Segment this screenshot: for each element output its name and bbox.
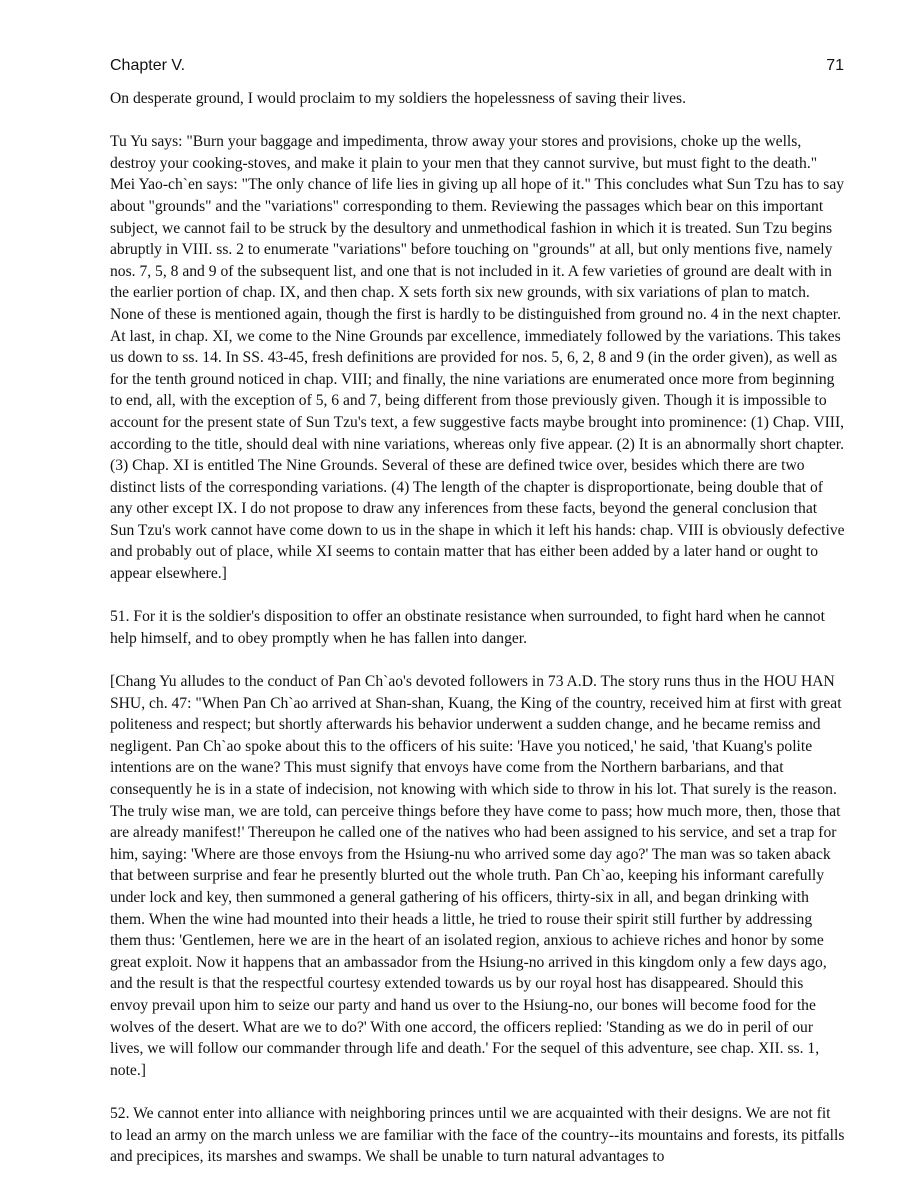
paragraph-desperate-ground: On desperate ground, I would proclaim to my soldiers the hopelessness of saving their lives. (110, 90, 686, 107)
chapter-title: Chapter V. (110, 57, 186, 74)
page-header (110, 54, 844, 78)
page-number: 71 (826, 57, 844, 74)
paragraph-tu-yu-commentary: Tu Yu says: "Burn your baggage and impedimenta, throw away your stores and provisions, choke up the wells, destroy your cooking-stoves, and make it plain to your men that they cannot survive, but must fight to the death." Mei Yao-ch`en says: "The only chance of life lies in giving up all hope of it." This concludes what Sun Tzu has to say about "grounds" and the "variations" corresponding to them. Reviewing the passages which bear on this important subject, we cannot fail to be struck by the desultory and unmethodical fashion in which it is treated. Sun Tzu begins abruptly in VIII. ss. 2 to enumerate "variations" before touching on "grounds" at all, but only mentions five, namely nos. 7, 5, 8 and 9 of the subsequent list, and one that is not included in it. A few varieties of ground are dealt with in the earlier portion of chap. IX, and then chap. X sets forth six new grounds, with six variations of plan to match. None of these is mentioned again, though the first is hardly to be distinguished from ground no. 4 in the next chapter. At last, in chap. XI, we come to the Nine Grounds par excellence, immediately followed by the variations. This takes us down to ss. 14. In SS. 43-45, fresh definitions are provided for nos. 5, 6, 2, 8 and 9 (in the order given), as well as for the tenth ground noticed in chap. VIII; and finally, the nine variations are enumerated once more from beginning to end, all, with the exception of 5, 6 and 7, being different from those previously given. Though it is impossible to account for the present state of Sun Tzu's text, a few suggestive facts maybe brought into prominence: (1) Chap. VIII, according to the title, should deal with nine variations, whereas only five appear. (2) It is an abnormally short chapter. (3) Chap. XI is entitled The Nine Grounds. Several of these are defined twice over, besides which there are two distinct lists of the corresponding variations. (4) The length of the chapter is disproportionate, being double that of any other except IX. I do not propose to draw any inferences from these facts, beyond the general conclusion that Sun Tzu's work cannot have come down to us in the shape in which it left his hands: chap. VIII is obviously defective and probably out of place, while XI seems to contain matter that has either been added by a later hand or ought to appear elsewhere.] (110, 133, 845, 583)
paragraph-section-52: 52. We cannot enter into alliance with neighboring princes until we are acquainted with their designs. We are not fit to lead an army on the march unless we are familiar with the face of the country--its mountains and forests, its pitfalls and precipices, its marshes and swamps. We shall be unable to turn natural advantages to (110, 1104, 845, 1166)
paragraph-chang-yu-commentary: [Chang Yu alludes to the conduct of Pan Ch`ao's devoted followers in 73 A.D. The story runs thus in the HOU HAN SHU, ch. 47: "When Pan Ch`ao arrived at Shan-shan, Kuang, the King of the country, received him at first with great politeness and respect; but shortly afterwards his behavior underwent a sudden change, and he became remiss and negligent. Pan Ch`ao spoke about this to the officers of his suite: 'Have you noticed,' he said, 'that Kuang's polite intentions are on the wane? This must signify that envoys have come from the Northern barbarians, and that consequently he is in a state of indecision, not knowing with which side to throw in his lot. That surely is the reason. The truly wise man, we are told, can perceive things before they have come to pass; how much more, then, those that are already manifest!' Thereupon he called one of the natives who had been assigned to his service, and set a trap for him, saying: 'Where are those envoys from the Hsiung-nu who arrived some day ago?' The man was so taken aback that between surprise and fear he presently blurted out the whole truth. Pan Ch`ao, keeping his informant carefully under lock and key, then summoned a general gathering of his officers, thirty-six in all, and began drinking with them. When the wine had mounted into their heads a little, he tried to rouse their spirit still further by addressing them thus: 'Gentlemen, here we are in the heart of an isolated region, anxious to achieve riches and honor by some great exploit. Now it happens that an ambassador from the Hsiung-no arrived in this kingdom only a few days ago, and the result is that the respectful courtesy extended towards us by our royal host has disappeared. Should this envoy prevail upon him to seize our party and hand us over to the Hsiung-no, our bones will become food for the wolves of the desert. What are we to do?' With one accord, the officers replied: 'Standing as we do in peril of our lives, we will follow our commander through life and death.' For the sequel of this adventure, see chap. XII. ss. 1, note.] (110, 673, 842, 1079)
body-text (110, 88, 845, 1189)
paragraph-section-51: 51. For it is the soldier's disposition to offer an obstinate resistance when surrounded, to fight hard when he cannot help himself, and to obey promptly when he has fallen into danger. (110, 608, 825, 647)
